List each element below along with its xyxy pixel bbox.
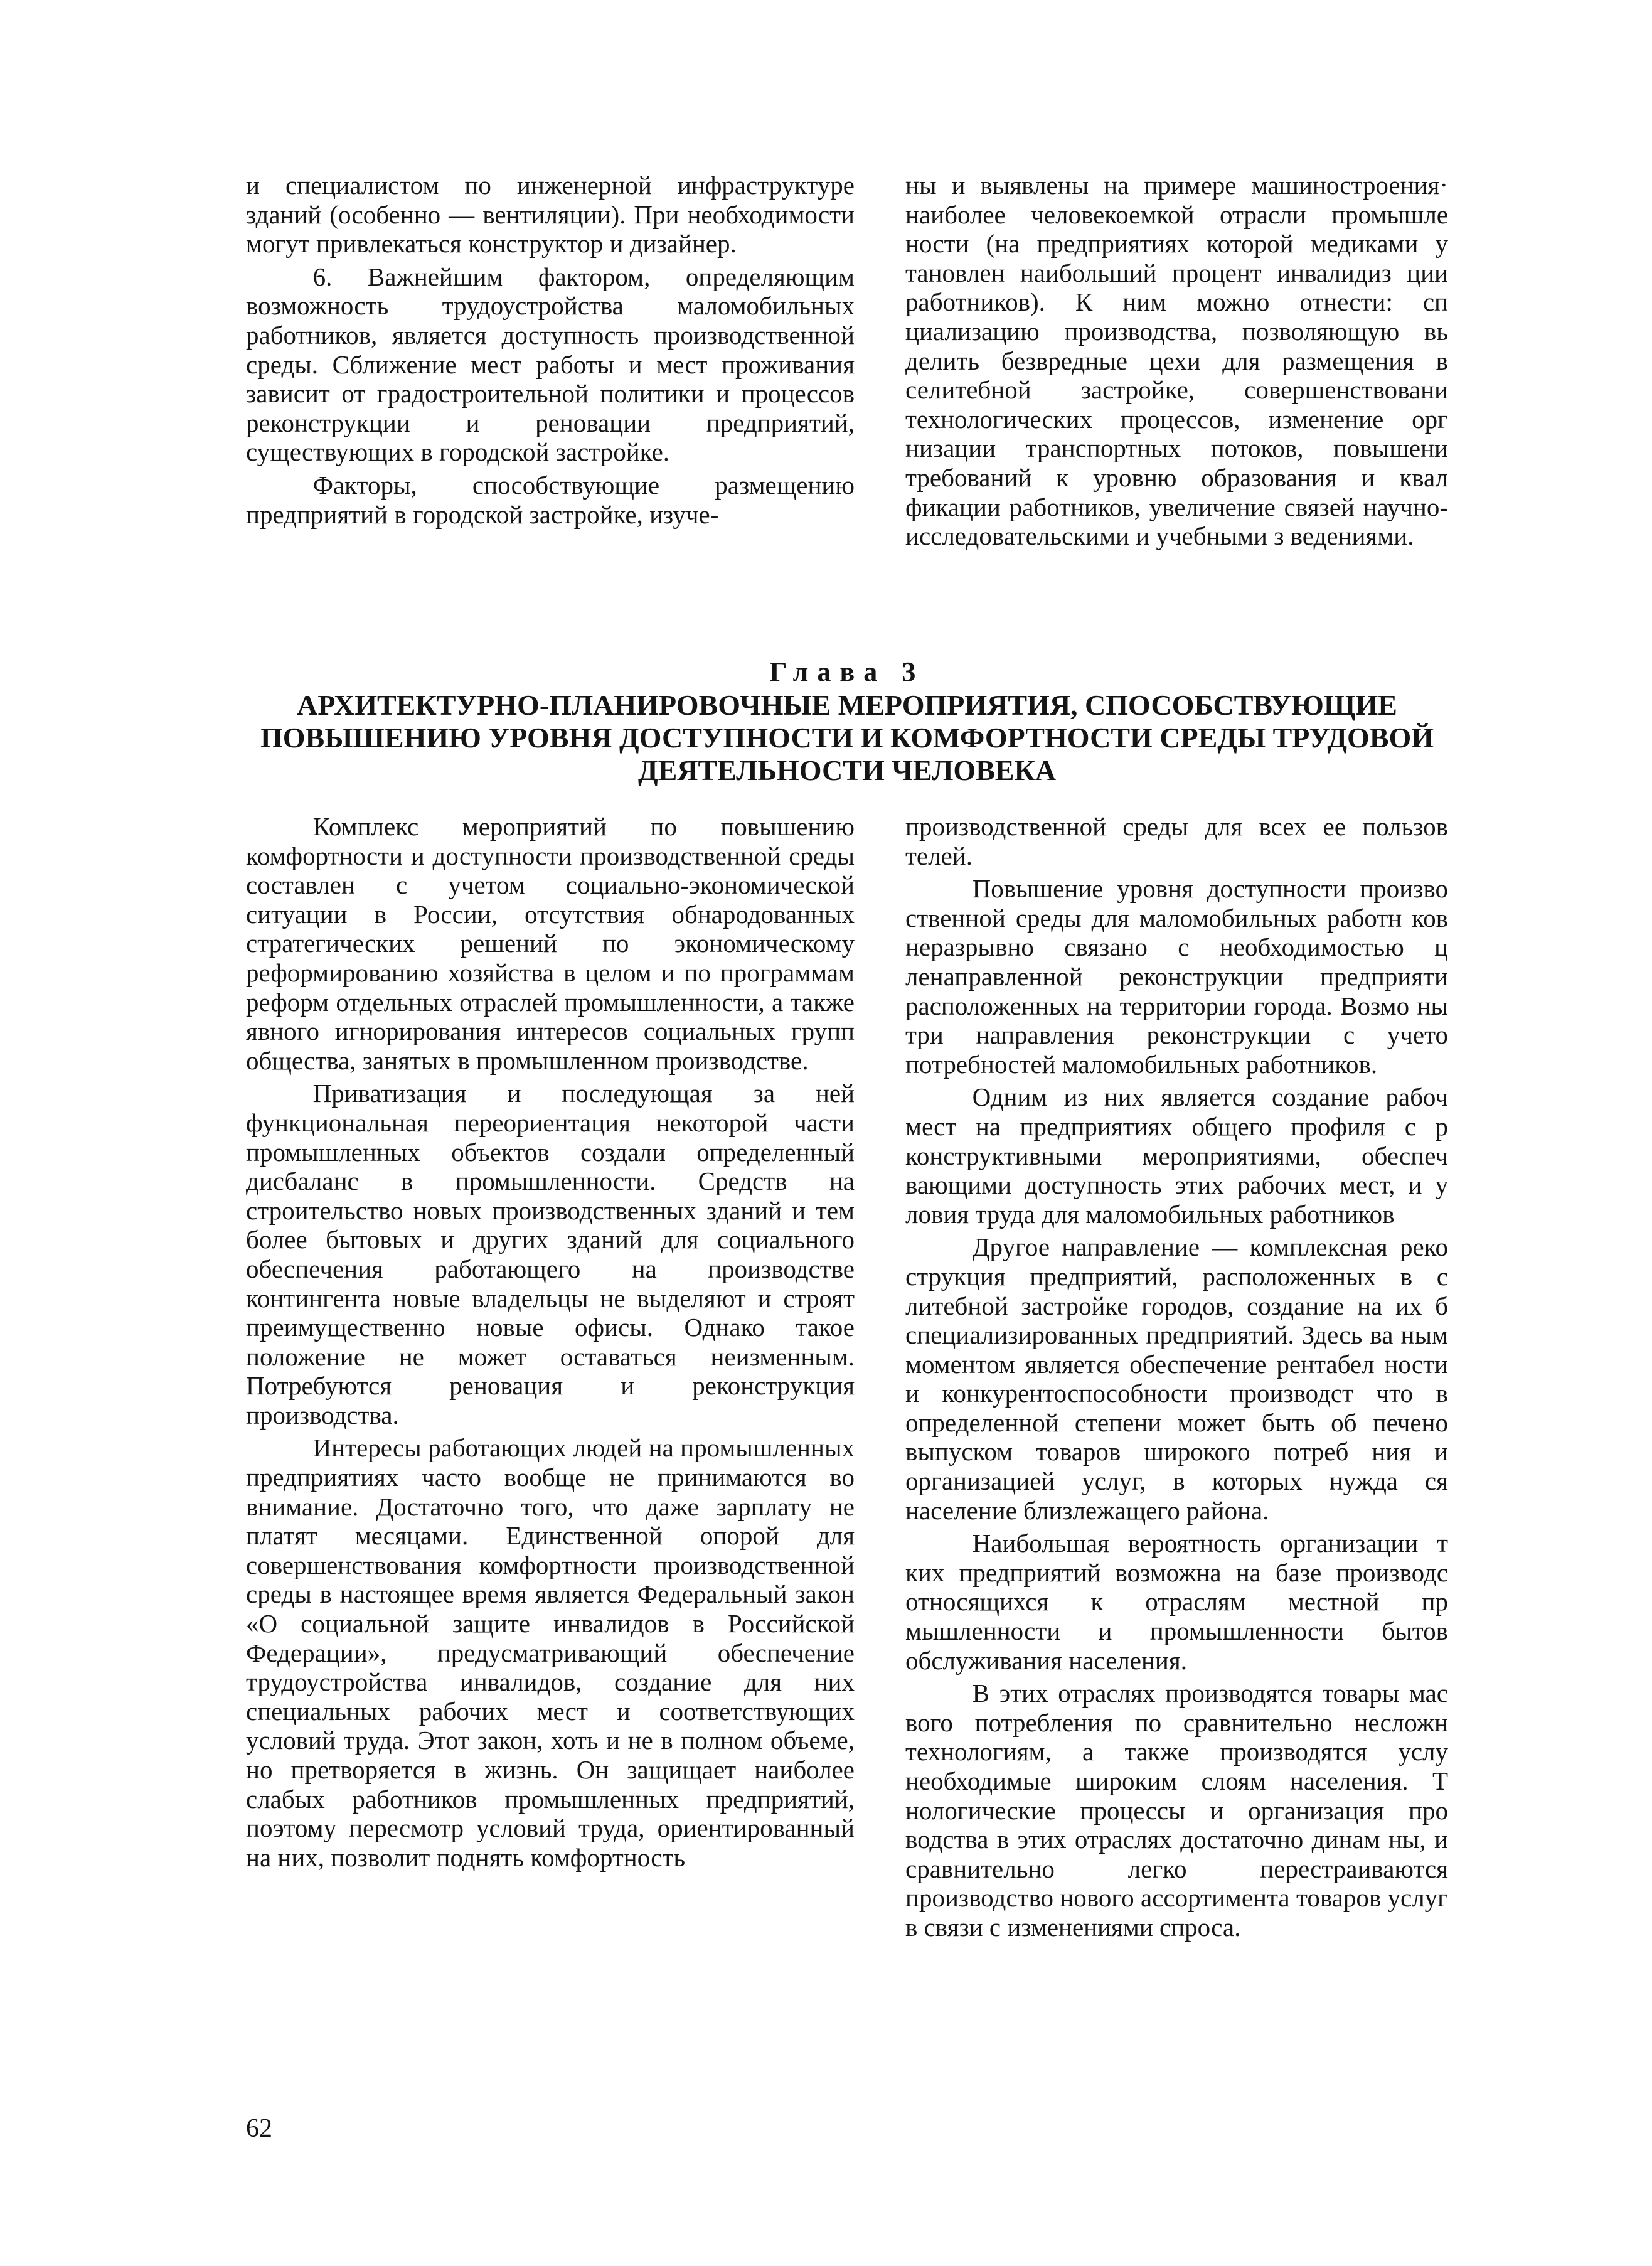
paragraph: Факторы, способствующие размещению предприятий в городской застройке, изуче- (246, 470, 855, 529)
paragraph: Интересы работающих людей на промышленных предприятиях часто вообще не принимаются во внимание. Достаточно того, что даже зарплату не платят месяцами. Единственной опорой для совершенствования комфортности производственной среды в настоящее время является Федеральный закон «О социальной защите инвалидов в Российской Федерации», предусматривающий обеспечение трудоустройства инвалидов, создание для них специальных рабочих мест и соответствующих условий труда. Этот закон, хоть и не в полном объеме, но претворяется в жизнь. Он защищает наиболее слабых работников промышленных предприятий, поэтому пересмотр условий труда, ориентированный на них, позволит поднять комфортность (246, 1433, 855, 1872)
chapter-heading (246, 656, 1448, 787)
paragraph: 6. Важнейшим фактором, определяющим возможность трудоустройства маломобильных работников, является доступность производственной среды. Сближение мест работы и мест проживания зависит от градостроительной политики и процессов реконструкции и реновации предприятий, существующих в городской застройке. (246, 262, 855, 467)
paragraph: ны и выявлены на примере машиностроения· наиболее человекоемкой отрасли промышле ности (на предприятиях которой медиками у тановлен наибольший процент инвалидиз ции работников). К ним можно отнести: сп циализацию производства, позволяющую вь делить безвредные цехи для размещения в селитебной застройке, совершенствовани технологических процессов, изменение орг низации транспортных потоков, повышени требований к уровню образования и квал фикации работников, увеличение связей научно-исследовательскими и учебными з ведениями. (905, 171, 1448, 551)
text-column-bottom-left (246, 812, 855, 1872)
text-column-top-left (246, 171, 855, 529)
paragraph: В этих отраслях производятся товары мас вого потребления по сравнительно несложн технологиям, а также производятся услу необходимые широким слоям населения. Т нологические процессы и организация про водства в этих отраслях достаточно динам ны, и сравнительно легко перестраиваются производство нового ассортимента товаров услуг в связи с изменениями спроса. (905, 1679, 1448, 1942)
chapter-label: Глава 3 (769, 656, 925, 687)
paragraph: Одним из них является создание рабоч мест на предприятиях общего профиля с р конструктивными мероприятиями, обеспеч вающими доступность этих рабочих мест, и у ловия труда для маломобильных работников (905, 1082, 1448, 1229)
paragraph: Другое направление — комплексная реко струкция предприятий, расположенных в с литебной застройке городов, создание на их б специализированных предприятий. Здесь ва ным моментом является обеспечение рентабел ности и конкурентоспособности производст что в определенной степени может быть об печено выпуском товаров широкого потреб ния и организацией услуг, в которых нужда ся население близлежащего района. (905, 1232, 1448, 1525)
paragraph: Наибольшая вероятность организации т ких предприятий возможна на базе производс относящихся к отраслям местной пр мышленности и промышленности бытов обслуживания населения. (905, 1529, 1448, 1675)
paragraph: Комплекс мероприятий по повышению комфортности и доступности производственной среды составлен с учетом социально-экономической ситуации в России, отсутствия обнародованных стратегических решений по экономическому реформированию хозяйства в целом и по программам реформ отдельных отраслей промышленности, а также явного игнорирования интересов социальных групп общества, занятых в промышленном производстве. (246, 812, 855, 1075)
paragraph: Приватизация и последующая за ней функциональная переориентация некоторой части промышленных объектов создали определенный дисбаланс в промышленности. Средств на строительство новых производственных зданий и тем более бытовых и других зданий для социального обеспечения работающего на производстве контингента новые владельцы не выделяют и строят преимущественно новые офисы. Однако такое положение не может оставаться неизменным. Потребуются реновация и реконструкция производства. (246, 1079, 855, 1430)
paragraph: Повышение уровня доступности произво ственной среды для маломобильных работн ков неразрывно связано с необходимостью ц ленаправленной реконструкции предприяти расположенных на территории города. Возмо ны три направления реконструкции с учето потребностей маломобильных работников. (905, 874, 1448, 1079)
chapter-title: АРХИТЕКТУРНО-ПЛАНИРОВОЧНЫЕ МЕРОПРИЯТИЯ, СПОСОБСТВУЮЩИЕ ПОВЫШЕНИЮ УРОВНЯ ДОСТУПНОСТИ И КОМФОРТНОСТИ СРЕДЫ ТРУДОВОЙ ДЕЯТЕЛЬНОСТИ ЧЕЛОВЕКА (260, 689, 1434, 786)
text-column-bottom-right (905, 812, 1448, 1942)
paragraph: производственной среды для всех ее пользов телей. (905, 812, 1448, 870)
paragraph: и специалистом по инженерной инфраструктуре зданий (особенно — вентиляции). При необходимости могут привлекаться конструктор и дизайнер. (246, 171, 855, 259)
page-number: 62 (246, 2114, 272, 2143)
text-column-top-right (905, 171, 1448, 551)
